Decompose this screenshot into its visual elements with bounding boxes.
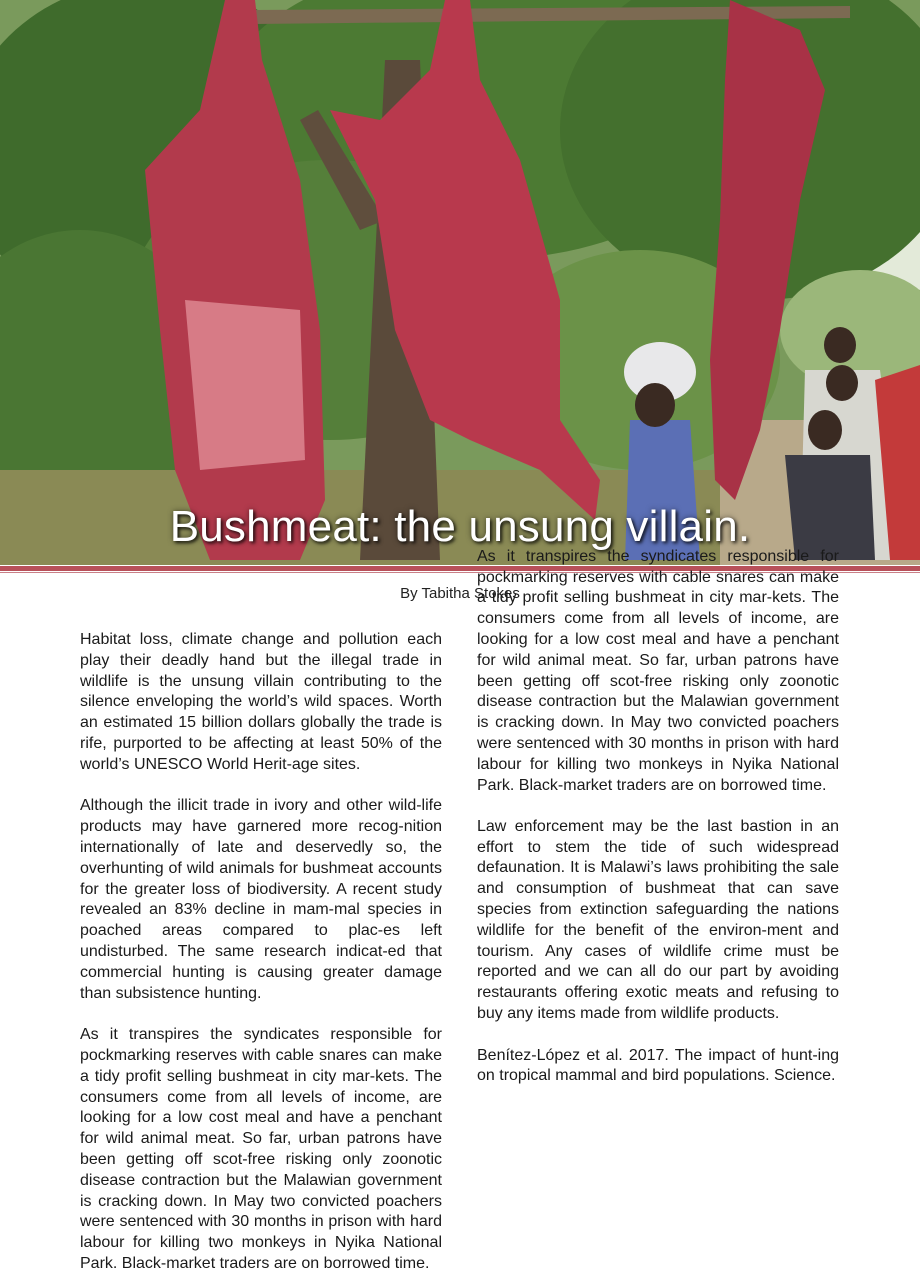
hero-photo	[0, 0, 920, 565]
right-column	[477, 547, 839, 1108]
paragraph-2: Although the illicit trade in ivory and other wild-life products may have garnered more recog-nition internationally of late and deservedly so, the overhunting of wild animals for bushmeat accounts for the greater loss of biodiversity. A recent study revealed an 83% decline in mam-mal species in poached areas compared to plac-es left undisturbed. The same research indicat-ed that commercial hunting is causing greater damage than subsistence hunting.	[80, 797, 442, 1002]
paragraph-1: Habitat loss, climate change and pollution each play their deadly hand but the illegal trade in wildlife is the unsung villain contributing to the silence enveloping the world’s wild spaces. Worth an estimated 15 billion dollars globally the trade is rife, purported to be affecting at least 50% of the world’s UNESCO World Herit-age sites.	[80, 631, 442, 773]
byline: By Tabitha Stokes	[400, 585, 520, 602]
reference: Benítez-López et al. 2017. The impact of hunt-ing on tropical mammal and bird populations. Science.	[477, 1046, 839, 1085]
paragraph-3-continued	[477, 547, 839, 796]
hero-photo-illustration	[0, 0, 920, 565]
paragraph-3-continued-text: As it transpires the syndicates responsible for pockmarking reserves with cable snares can make a tidy profit selling bushmeat in city mar-kets. The consumers come from all levels of income, are looking for a low cost meal and have a penchant for wild animal meat. So far, urban patrons have been getting off scot-free risking only zoonotic disease contraction but the Malawian government is cracking down. In May two convicted poachers were sentenced with 30 months in prison with hard labour for killing two monkeys in Nyika National Park. Black-market traders are on borrowed time.	[477, 547, 839, 794]
left-column	[80, 630, 442, 1272]
article-title: Bushmeat: the unsung villain.	[169, 502, 751, 551]
paragraph-4: Law enforcement may be the last bastion in an effort to stem the tide of such widespread defaunation. It is Malawi’s laws prohibiting the sale and consumption of bushmeat that can save species from extinction safeguarding the nations wildlife for the benefit of the environ-ment and tourism. Any cases of wildlife crime must be reported and we can all do our part by avoiding restaurants offering exotic meats and refusing to buy any items made from wildlife products.	[477, 817, 839, 1022]
paragraph-3: As it transpires the syndicates responsible for pockmarking reserves with cable snares can make a tidy profit selling bushmeat in city mar-kets. The consumers come from all levels of income, are looking for a low cost meal and have a penchant for wild animal meat. So far, urban patrons have been getting off scot-free risking only zoonotic disease contraction but the Malawian government is cracking down. In May two convicted poachers were sentenced with 30 months in prison with hard labour for killing two monkeys in Nyika National Park. Black-market traders are on borrowed time.	[80, 1026, 442, 1272]
